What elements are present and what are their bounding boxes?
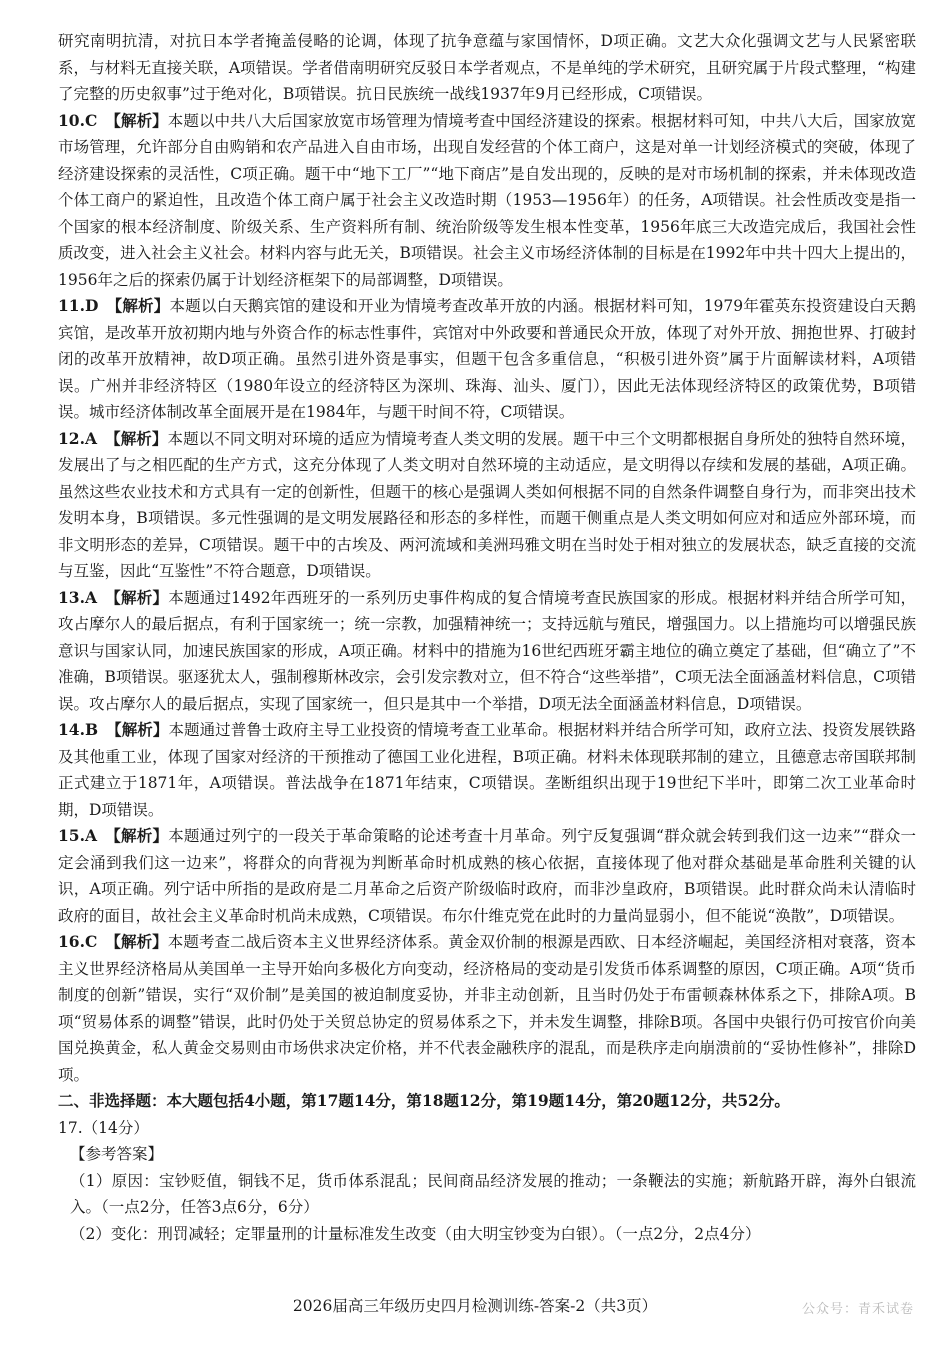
analysis-tag: 【解析】 — [105, 826, 169, 845]
analysis-text: 本题以中共八大后国家放宽市场管理为情境考查中国经济建设的探索。根据材料可知，中共八大后，国家放宽市场管理，允许部分自由购销和农产品进入自由市场，出现自发经营的个体工商户，这是对单一计划经济模式的突破，体现了经济建设探索的灵活性，C项正确。题干中“地下工厂”“地下商店”是自发出现的，反映的是对市场机制的探索，并未体现改造个体工商户的紧迫性，且改造个体工商户属于社会主义改造时期（1953—1956年）的任务，A项错误。社会性质改变是指一个国家的根本经济制度、阶级关系、生产资料所有制、统治阶级等发生根本性变革，1956年底三大改造完成后，我国社会性质改变，进入社会主义社会。材料内容与此无关，B项错误。社会主义市场经济体制的目标是在1992年中共十四大上提出的，1956年之后的探索仍属于计划经济框架下的局部调整，D项错误。 — [58, 111, 916, 289]
analysis-tag: 【解析】 — [105, 110, 168, 130]
answer-letter: A — [84, 826, 97, 845]
analysis-tag: 【解析】 — [106, 720, 169, 739]
question-number: 12. — [58, 428, 85, 448]
analysis-tag: 【解析】 — [105, 428, 168, 448]
question-17-heading: 17.（14分） — [58, 1118, 149, 1137]
question-number: 10. — [58, 110, 85, 130]
question-15 — [58, 823, 916, 929]
analysis-text: 本题考查二战后资本主义世界经济体系。黄金双价制的根源是西欧、日本经济崛起，美国经济相对衰落，资本主义世界经济格局从美国单一主导开始向多极化方向变动，经济格局的变动是引发货币体系调整的原因，C项正确。A项“货币制度的创新”错误，实行“双价制”是美国的被迫制度妥协，并非主动创新，且当时仍处于布雷顿森林体系之下，排除A项。B项“贸易体系的调整”错误，此时仍处于关贸总协定的贸易体系之下，并未发生调整，排除B项。各国中央银行仍可按官价向美国兑换黄金，私人黄金交易则由市场供求决定价格，并不代表金融秩序的混乱，而是秩序走向崩溃前的“妥协性修补”，排除D项。 — [58, 933, 916, 1084]
question-11 — [58, 293, 916, 426]
section-heading-nonchoice: 二、非选择题：本大题包括4小题，第17题14分，第18题12分，第19题14分，第20题12分，共52分。 — [58, 1091, 790, 1110]
question-list — [58, 108, 916, 1089]
answer-letter: B — [84, 720, 99, 739]
answer-letter: C — [84, 932, 98, 951]
question-10 — [58, 108, 916, 294]
analysis-tag: 【解析】 — [105, 932, 168, 951]
question-number: 13. — [58, 587, 85, 607]
question-13 — [58, 585, 916, 718]
answer-letter: C — [84, 110, 98, 130]
analysis-text: 本题以白天鹅宾馆的建设和开业为情境考查改革开放的内涵。根据材料可知，1979年霍英东投资建设白天鹅宾馆，是改革开放初期内地与外资合作的标志性事件，宾馆对中外政要和普通民众开放，体现了对外开放、拥抱世界、打破封闭的改革开放精神，故D项正确。虽然引进外资是事实，但题干包含多重信息，“积极引进外资”属于片面解读材料，A项错误。广州并非经济特区（1980年设立的经济特区为深圳、珠海、汕头、厦门），因此无法体现经济特区的政策优势，B项错误。城市经济体制改革全面展开是在1984年，与题干时间不符，C项错误。 — [58, 297, 916, 421]
answer-page — [58, 28, 916, 1247]
answer-letter: A — [84, 428, 97, 448]
question-number: 14. — [58, 720, 85, 739]
page-footer: 2026届高三年级历史四月检测训练-答案-2（共3页） — [292, 1297, 658, 1315]
analysis-text: 本题通过普鲁士政府主导工业投资的情境考查工业革命。根据材料并结合所学可知，政府立法、投资发展铁路及其他重工业，体现了国家对经济的干预推动了德国工业化进程，B项正确。材料未体现联邦制的建立，且德意志帝国联邦制正式建立于1871年，A项错误。普法战争在1871年结束，C项错误。垄断组织出现于19世纪下半叶，即第二次工业革命时期，D项错误。 — [58, 721, 916, 819]
question-number: 16. — [58, 932, 85, 951]
watermark-text: 公众号：青禾试卷 — [801, 1302, 914, 1317]
reference-answer-label: 【参考答案】 — [70, 1145, 164, 1163]
answer-letter: D — [84, 296, 99, 315]
analysis-text: 本题以不同文明对环境的适应为情境考查人类文明的发展。题干中三个文明都根据自身所处的独特自然环境，发展出了与之相匹配的生产方式，这充分体现了人类文明对自然环境的主动适应，是文明得以存续和发展的基础，A项正确。虽然这些农业技术和方式具有一定的创新性，但题干的核心是强调人类如何根据不同的自然条件调整自身行为，而非突出技术发明本身，B项错误。多元性强调的是文明发展路径和形态的多样性，而题干侧重点是人类文明如何应对和适应外部环境，而非文明形态的差异，C项错误。题干中的古埃及、两河流域和美洲玛雅文明在当时处于相对独立的发展状态，缺乏直接的交流与互鉴，因此“互鉴性”不符合题意，D项错误。 — [58, 429, 916, 580]
question-16 — [58, 929, 916, 1088]
analysis-tag: 【解析】 — [106, 296, 170, 315]
answer-letter: A — [84, 587, 97, 607]
question-17-answer-1: （1）原因：宝钞贬值，铜钱不足，货币体系混乱；民间商品经济发展的推动；一条鞭法的实施；新航路开辟，海外白银流入。（一点2分，任答3点6分，6分） — [70, 1171, 916, 1216]
analysis-tag: 【解析】 — [105, 587, 169, 607]
analysis-text: 本题通过1492年西班牙的一系列历史事件构成的复合情境考查民族国家的形成。根据材料并结合所学可知，攻占摩尔人的最后据点，有利于国家统一；统一宗教，加强精神统一；支持远航与殖民，增强国力。以上措施均可以增强民族意识与国家认同，加速民族国家的形成，A项正确。材料中的措施为16世纪西班牙霸主地位的确立奠定了基础，但“确立了”不准确，B项错误。驱逐犹太人，强制穆斯林改宗，会引发宗教对立，但不符合“这些举措”，C项无法全面涵盖材料信息，C项错误。攻占摩尔人的最后据点，实现了国家统一，但只是其中一个举措，D项无法全面涵盖材料信息，D项错误。 — [58, 588, 916, 713]
question-number: 11. — [58, 296, 85, 315]
intro-paragraph: 研究南明抗清，对抗日本学者掩盖侵略的论调，体现了抗争意蕴与家国情怀，D项正确。文艺大众化强调文艺与人民紧密联系，与材料无直接关联，A项错误。学者借南明研究反驳日本学者观点，不是单纯的学术研究，且研究属于片段式整理，“构建了完整的历史叙事”过于绝对化，B项错误。抗日民族统一战线1937年9月已经形成，C项错误。 — [58, 32, 916, 103]
analysis-text: 本题通过列宁的一段关于革命策略的论述考查十月革命。列宁反复强调“群众就会转到我们这一边来”“群众一定会涌到我们这一边来”，将群众的向背视为判断革命时机成熟的核心依据，直接体现了他对群众基础是革命胜利关键的认识，A项正确。列宁话中所指的是政府是二月革命之后资产阶级临时政府，而非沙皇政府，B项错误。此时群众尚未认清临时政府的面目，故社会主义革命时机尚未成熟，C项错误。布尔什维克党在此时的力量尚显弱小，但不能说“涣散”，D项错误。 — [58, 827, 916, 925]
question-12 — [58, 426, 916, 585]
question-number: 15. — [58, 826, 85, 845]
question-17-answer-2: （2）变化：刑罚减轻；定罪量刑的计量标准发生改变（由大明宝钞变为白银）。（一点2分，2点4分） — [70, 1224, 761, 1243]
question-14 — [58, 717, 916, 823]
